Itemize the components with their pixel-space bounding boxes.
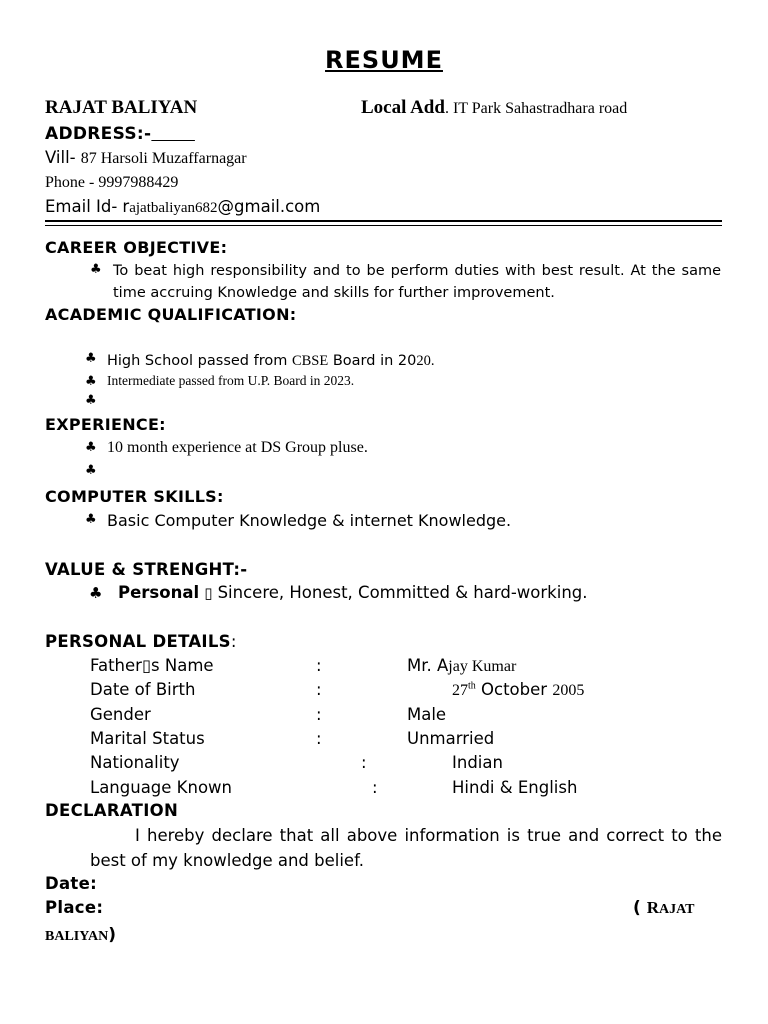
dob-label: Date of Birth [90, 680, 196, 699]
language-known-label: Language Known [90, 778, 232, 797]
nationality-colon: : [361, 753, 367, 772]
club-bullet-icon: ♣ [85, 463, 97, 478]
place-label: Place: [45, 898, 104, 917]
personal-details-heading [45, 632, 236, 651]
club-bullet-icon: ♣ [85, 374, 97, 389]
signature-first-letter: R [646, 898, 659, 917]
career-objective-heading: CAREER OBJECTIVE: [45, 238, 228, 257]
academic-item-1-year: 20. [416, 353, 435, 369]
address-label: ADDRESS:- [45, 124, 152, 144]
club-bullet-icon: ♣ [85, 512, 97, 527]
village-label: Vill- [45, 148, 76, 167]
dob-ordinal: th [468, 680, 476, 692]
club-bullet-icon: ♣ [89, 584, 103, 602]
date-label: Date: [45, 874, 98, 893]
fathers-name-value-a: Mr. A [407, 656, 449, 675]
language-known-colon: : [372, 778, 378, 797]
signature-last-name: BALIYAN [45, 929, 109, 944]
career-objective-text: To beat high responsibility and to be perform duties with best result. At the same time accruing Knowledge and skills for further improvement. [113, 263, 721, 301]
computer-skills-item: Basic Computer Knowledge & internet Knowledge. [107, 511, 512, 530]
signature-first-name: AJAT [658, 902, 695, 917]
dob-value [452, 680, 584, 700]
local-address-label: Local Add [361, 97, 445, 118]
address-underline [151, 124, 195, 144]
resume-title: RESUME [325, 46, 443, 74]
experience-item: 10 month experience at DS Group pluse. [107, 439, 368, 456]
nationality-label: Nationality [90, 753, 180, 772]
email-line [45, 197, 320, 217]
gender-colon: : [316, 705, 322, 724]
fathers-name-label: Father▯s Name [90, 656, 214, 675]
village-value: 87 Harsoli Muzaffarnagar [80, 150, 247, 167]
signature-open-paren: ( [633, 898, 647, 918]
academic-item-1-cbse: CBSE [291, 353, 329, 369]
dob-month: October [475, 680, 553, 699]
personal-details-heading-text: PERSONAL DETAILS [45, 632, 231, 651]
email-first-letter: r [122, 197, 130, 216]
marital-status-colon: : [316, 729, 322, 748]
gender-value: Male [407, 705, 447, 724]
gender-label: Gender [90, 705, 151, 724]
marital-status-value: Unmarried [407, 729, 495, 748]
nationality-value: Indian [452, 753, 503, 772]
value-personal-text: Sincere, Honest, Committed & hard-working. [217, 583, 588, 602]
fathers-name-value [407, 656, 516, 676]
academic-item-1-post: Board in 20 [328, 353, 417, 369]
club-bullet-icon: ♣ [85, 440, 97, 455]
declaration-heading: DECLARATION [45, 801, 179, 820]
fathers-name-colon: : [316, 656, 322, 675]
missing-glyph-icon: ▯ [204, 584, 213, 602]
email-local-part: ajatbaliyan682 [129, 200, 218, 216]
candidate-name: RAJAT BALIYAN [45, 97, 198, 118]
signature-line-2 [45, 925, 116, 945]
club-bullet-icon: ♣ [90, 262, 102, 277]
signature-line-1 [633, 898, 695, 918]
header-rule-bottom [45, 225, 722, 226]
value-strength-heading: VALUE & STRENGHT:- [45, 560, 248, 579]
personal-details-heading-colon: : [230, 632, 237, 651]
header-rule-top [45, 220, 722, 222]
value-strength-item [118, 583, 588, 602]
declaration-text: I hereby declare that all above information is true and correct to the best of my knowledge and belief. [90, 826, 722, 870]
fathers-name-value-b: jay Kumar [448, 658, 517, 675]
academic-heading: ACADEMIC QUALIFICATION: [45, 305, 297, 324]
local-address [361, 97, 627, 119]
phone-line: Phone - 9997988429 [45, 174, 179, 191]
academic-item-1-pre: High School passed from [107, 353, 292, 369]
local-address-value: . IT Park Sahastradhara road [444, 100, 628, 117]
academic-item-highschool [107, 350, 434, 370]
email-label: Email Id- [45, 197, 118, 216]
club-bullet-icon: ♣ [85, 351, 97, 366]
dob-year: 2005 [552, 682, 585, 699]
dob-colon: : [316, 680, 322, 699]
email-domain: @gmail.com [217, 197, 321, 216]
computer-skills-heading: COMPUTER SKILLS: [45, 487, 224, 506]
value-personal-label: Personal [118, 583, 200, 602]
academic-item-intermediate: Intermediate passed from U.P. Board in 2023. [107, 373, 355, 388]
language-known-value: Hindi & English [452, 778, 578, 797]
marital-status-label: Marital Status [90, 729, 205, 748]
experience-heading: EXPERIENCE: [45, 415, 166, 434]
signature-close-paren: ) [108, 925, 117, 945]
club-bullet-icon: ♣ [85, 393, 97, 408]
address-heading [45, 124, 195, 144]
village-line [45, 148, 247, 168]
dob-day: 27 [452, 682, 468, 699]
